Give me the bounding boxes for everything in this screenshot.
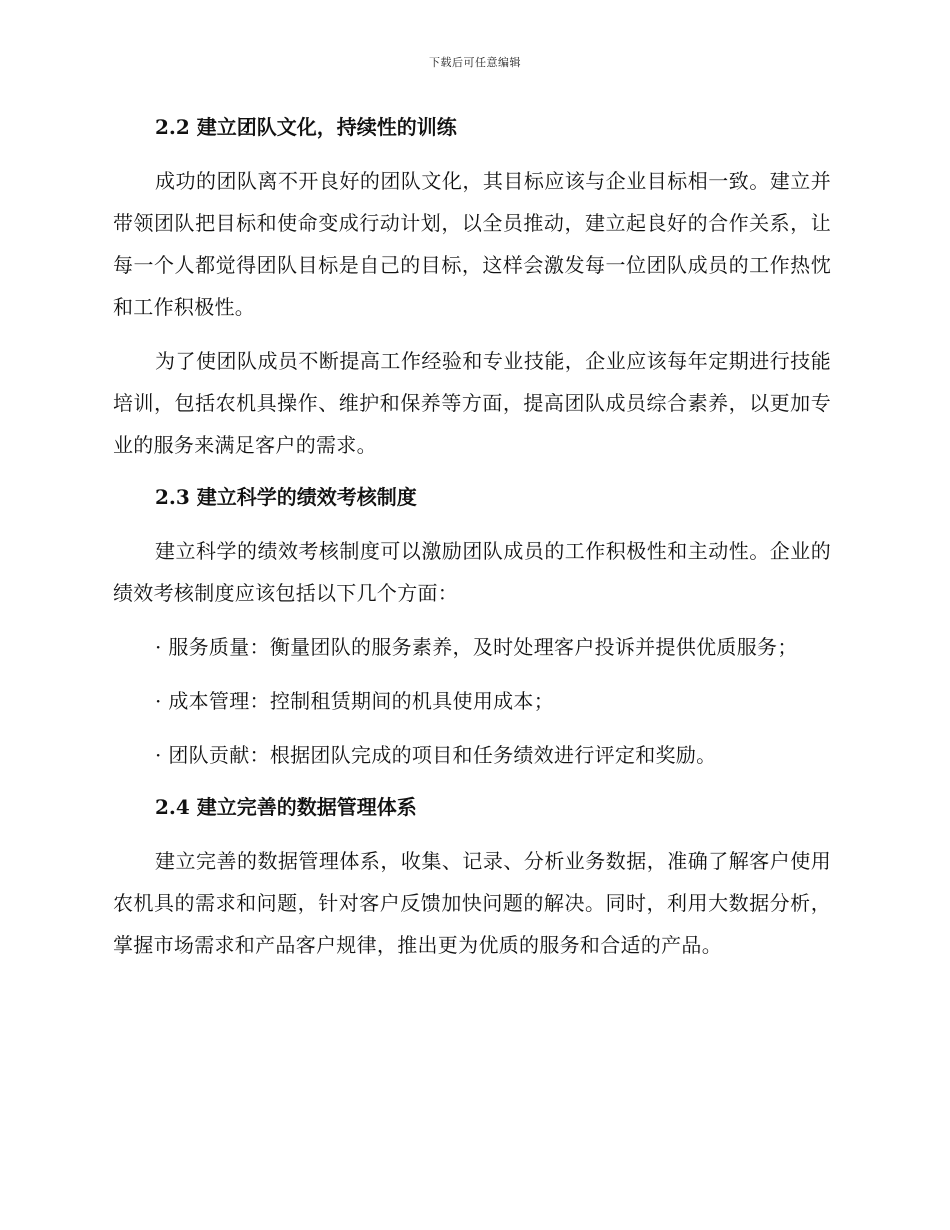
document-body	[113, 108, 831, 978]
section-heading-2-3: 2.3 建立科学的绩效考核制度	[155, 485, 417, 509]
list-item-team-contribution: · 团队贡献：根据团队完成的项目和任务绩效进行评定和奖励。	[155, 743, 717, 767]
list-item-cost-management: · 成本管理：控制租赁期间的机具使用成本；	[155, 689, 555, 713]
header-note: 下载后可任意编辑	[429, 56, 521, 69]
list-item-service-quality: · 服务质量：衡量团队的服务素养，及时处理客户投诉并提供优质服务；	[155, 635, 798, 659]
paragraph-team-culture: 成功的团队离不开良好的团队文化，其目标应该与企业目标相一致。建立并带领团队把目标和使命变成行动计划，以全员推动，建立起良好的合作关系，让每一个人都觉得团队目标是自己的目标，这样会激发每一位团队成员的工作热忱和工作积极性。	[113, 169, 831, 319]
paragraph-data-management: 建立完善的数据管理体系，收集、记录、分析业务数据，准确了解客户使用农机具的需求和问题，针对客户反馈加快问题的解决。同时，利用大数据分析，掌握市场需求和产品客户规律，推出更为优质的服务和合适的产品。	[113, 849, 831, 957]
section-heading-2-2: 2.2 建立团队文化，持续性的训练	[155, 115, 457, 139]
paragraph-skill-training: 为了使团队成员不断提高工作经验和专业技能，企业应该每年定期进行技能培训，包括农机具操作、维护和保养等方面，提高团队成员综合素养，以更加专业的服务来满足客户的需求。	[113, 349, 831, 457]
paragraph-performance-intro: 建立科学的绩效考核制度可以激励团队成员的工作积极性和主动性。企业的绩效考核制度应该包括以下几个方面：	[113, 539, 831, 605]
section-heading-2-4: 2.4 建立完善的数据管理体系	[155, 795, 417, 819]
